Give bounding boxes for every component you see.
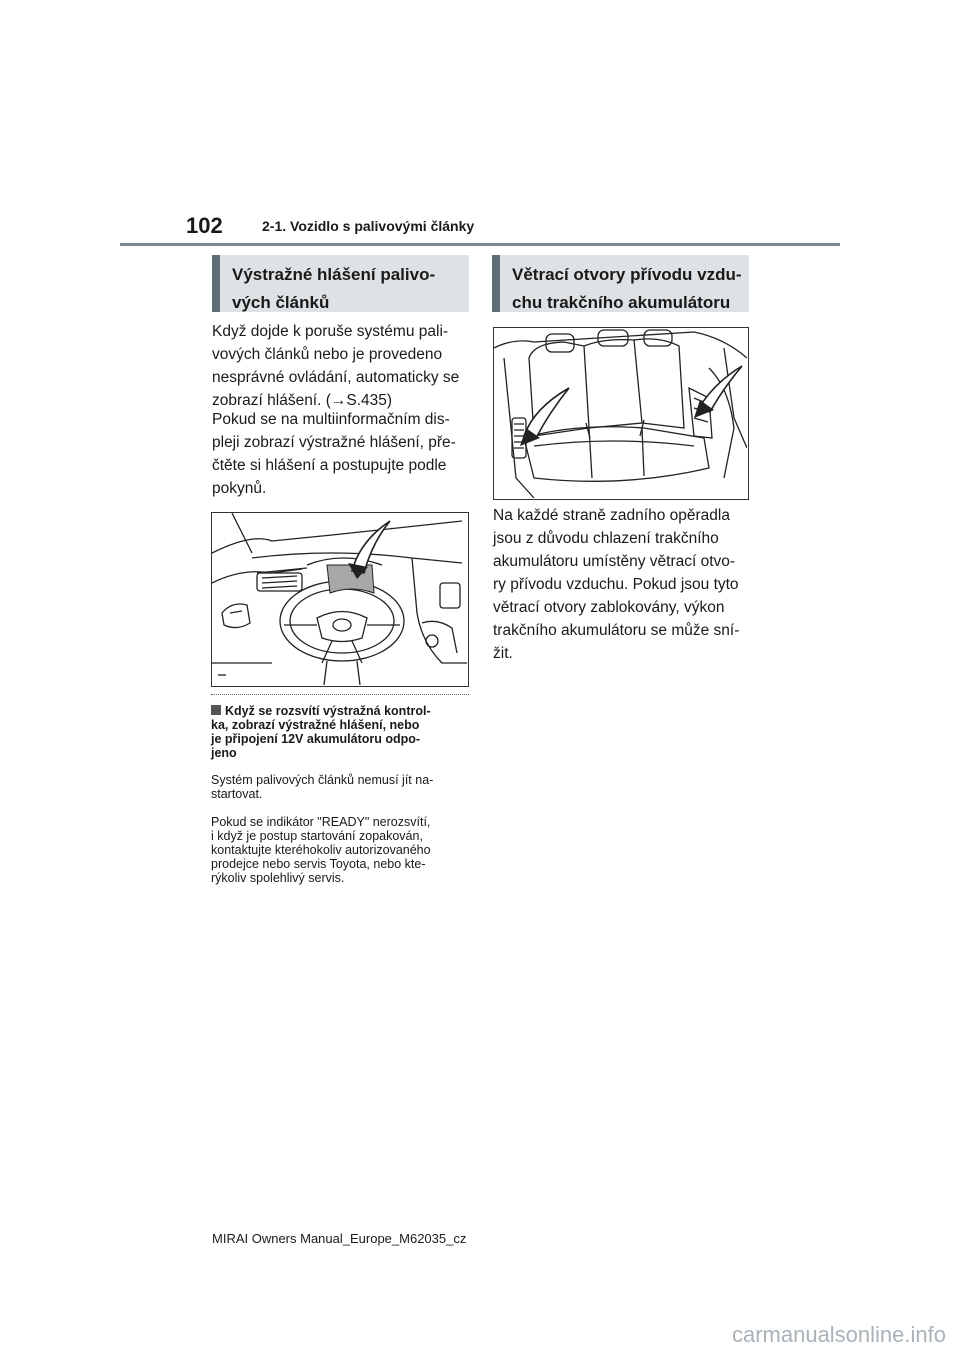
- dashboard-illustration: [211, 512, 469, 687]
- rear-seat-drawing: [494, 328, 747, 498]
- warning-message-heading-text: Výstražné hlášení palivo- vých článků: [232, 265, 436, 312]
- header-divider: [120, 243, 840, 246]
- note-paragraph-2: Pokud se indikátor "READY" nerozsvítí, i když je postup startování zopakován, kontaktujte kteréhokoliv autorizovaného prodejce nebo servis Toyota, nebo kte- rýkoliv spolehlivý servis.: [211, 815, 431, 885]
- footer-manual-title: MIRAI Owners Manual_Europe_M62035_cz: [212, 1231, 467, 1246]
- watermark-logo: carmanualsonline.info: [731, 1322, 946, 1347]
- air-intake-vents-heading-text: Větrací otvory přívodu vzdu- chu trakčního akumulátoru: [512, 265, 742, 312]
- dashboard-drawing: [212, 513, 467, 685]
- warning-paragraph-1: Když dojde k poruše systému pali- vových článků nebo je provedeno nesprávné ovládání, automaticky se zobrazí hlášení. (→S.435): [212, 323, 460, 409]
- warning-message-heading: [212, 255, 469, 312]
- warning-paragraph-2: Pokud se na multiinformačním dis- pleji zobrazí výstražné hlášení, pře- čtěte si hlášení a postupujte podle pokynů.: [212, 411, 456, 497]
- note-divider: [211, 694, 469, 695]
- air-intake-vents-heading: [492, 255, 749, 312]
- page-number: 102: [186, 213, 223, 238]
- rear-seat-illustration: [493, 327, 749, 500]
- air-intake-vents-paragraph: Na každé straně zadního opěradla jsou z důvodu chlazení trakčního akumulátoru umístěny větrací otvo- ry přívodu vzduchu. Pokud jsou tyto větrací otvory zablokovány, výkon trakčního akumulátoru se může sní- žit.: [493, 507, 740, 662]
- note-title: [211, 704, 469, 760]
- note-paragraph-1: Systém palivových článků nemusí jít na- startovat.: [211, 773, 434, 801]
- note-bullet-icon: [211, 705, 221, 715]
- section-title: 2-1. Vozidlo s palivovými články: [262, 218, 475, 234]
- note-title-text: Když se rozsvítí výstražná kontrol- ka, zobrazí výstražné hlášení, nebo je připojení 12V akumulátoru odpo- jeno: [211, 704, 431, 760]
